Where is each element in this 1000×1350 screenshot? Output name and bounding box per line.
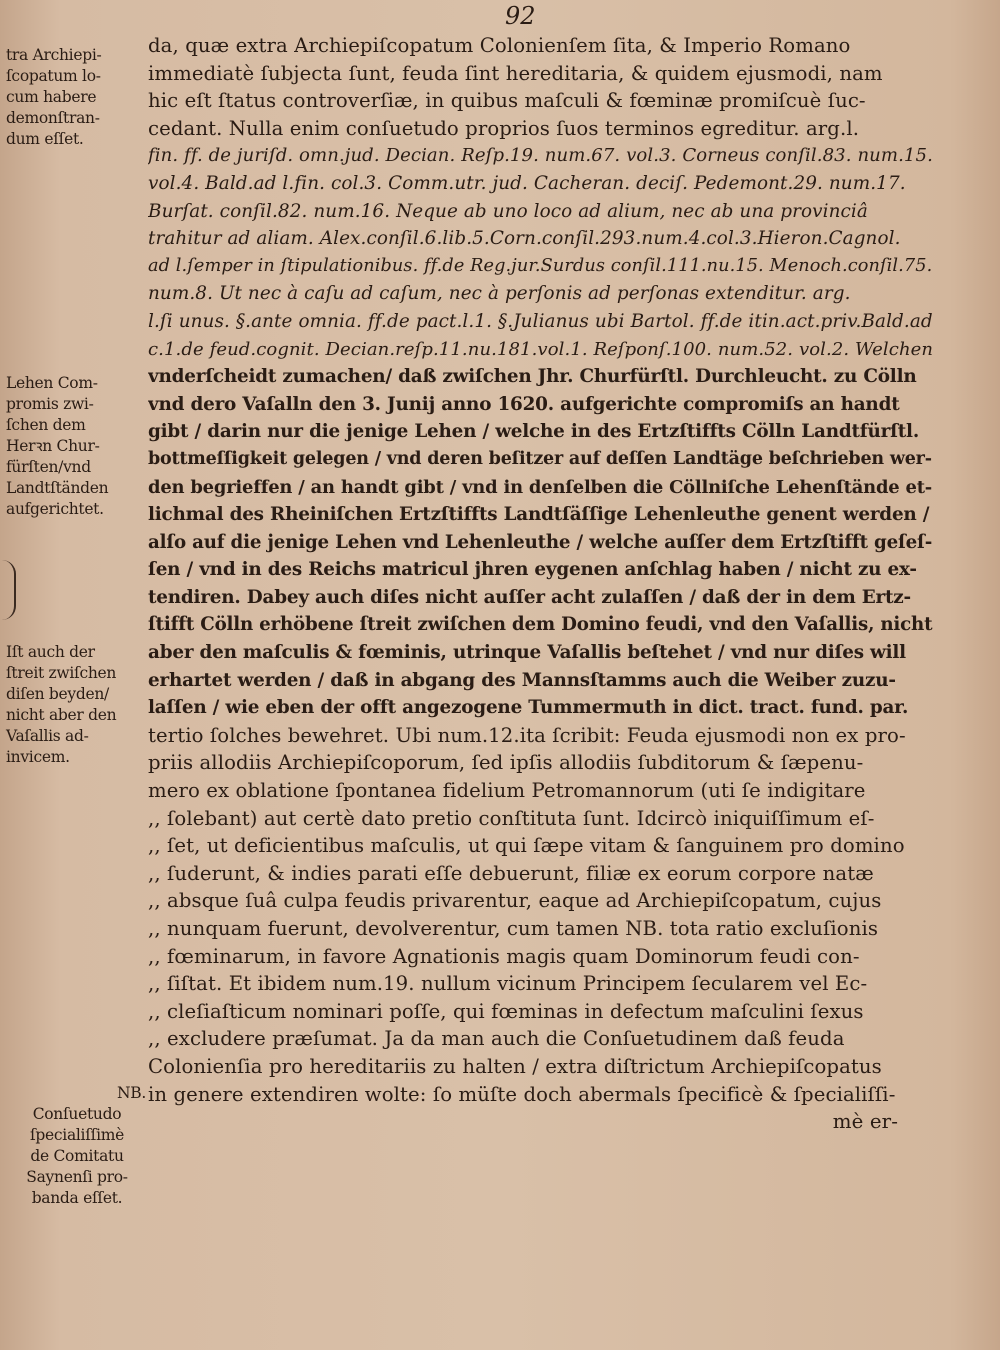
text-line: in genere extendiren wolte: ſo müſte doch abermals ſpecificè & ſpecialiſſi- bbox=[148, 1082, 896, 1106]
margin-note-line: NB. bbox=[117, 1084, 146, 1102]
text-line: vol.4. Bald.ad l.fin. col.3. Comm.utr. jud. Cacheran. deciſ. Pedemont.29. num.17. bbox=[148, 172, 906, 194]
text-line: c.1.de feud.cognit. Decian.reſp.11.nu.181.vol.1. Reſponſ.100. num.52. vol.2. Welchen bbox=[148, 338, 934, 360]
margin-note-line: diſen beyden/ bbox=[6, 685, 109, 703]
text-line: l.ſi unus. §.ante omnia. ff.de pact.l.1. §.Julianus ubi Bartol. ff.de itin.act.priv.Bald.ad bbox=[148, 310, 933, 332]
margin-note-line: ſchen dem bbox=[6, 416, 86, 434]
margin-note-line: ſcopatum lo- bbox=[6, 67, 101, 85]
text-line: bottmeſſigkeit gelegen / vnd deren beſitzer auf deſſen Landtäge beſchrieben wer- bbox=[148, 448, 932, 469]
text-line: ad l.ſemper in ſtipulationibus. ff.de Reg.jur.Surdus conſil.111.nu.15. Menoch.conſil.75. bbox=[148, 255, 933, 276]
text-line: mero ex oblatione ſpontanea fidelium Petromannorum (uti ſe indigitare bbox=[148, 779, 866, 803]
text-line: vnderſcheidt zumachen/ daß zwiſchen Jhr. Churfürſtl. Durchleucht. zu Cölln bbox=[148, 366, 917, 388]
margin-note-3 bbox=[6, 642, 154, 768]
margin-note-line: Conſuetudo bbox=[32, 1105, 122, 1123]
margin-note-line: demonſtran- bbox=[6, 109, 100, 127]
margin-note-line: tra Archiepi- bbox=[6, 46, 102, 64]
text-line: gibt / darin nur die jenige Lehen / welche in des Ertzſtiffts Cölln Landtfürſtl. bbox=[148, 421, 920, 443]
margin-note-line: ſpecialiſſimè bbox=[29, 1126, 125, 1144]
margin-note-line: banda eſſet. bbox=[31, 1189, 123, 1207]
margin-note-line: promis zwi- bbox=[6, 395, 94, 413]
text-line: ,, ſuderunt, & indies parati eſſe debuerunt, filiæ ex eorum corpore natæ bbox=[148, 861, 874, 885]
main-text-block bbox=[148, 32, 938, 1136]
text-line: Burſat. conſil.82. num.16. Neque ab uno loco ad alium, nec ab una provinciâ bbox=[148, 200, 868, 222]
text-line: mè er- bbox=[832, 1110, 898, 1134]
text-line: ,, ſolebant) aut certè dato pretio conſtituta ſunt. Idcircò iniquiſſimum eſ- bbox=[148, 806, 875, 830]
margin-note-2 bbox=[6, 373, 154, 520]
margin-note-line: cum habere bbox=[6, 88, 97, 106]
margin-bracket bbox=[2, 560, 16, 620]
margin-note-line: invicem. bbox=[6, 748, 70, 766]
text-line: tendiren. Dabey auch diſes nicht auſſer acht zulaſſen / daß der in dem Ertz- bbox=[148, 586, 911, 608]
text-line: laſſen / wie eben der offt angezogene Tummermuth in dict. tract. fund. par. bbox=[148, 697, 909, 719]
text-line: ,, nunquam fuerunt, devolverentur, cum tamen NB. tota ratio excluſionis bbox=[148, 917, 879, 940]
margin-note-line: de Comitatu bbox=[30, 1147, 124, 1165]
text-line: ſen / vnd in des Reichs matricul jhren eygenen anſchlag haben / nicht zu ex- bbox=[148, 559, 917, 581]
text-line: trahitur ad aliam. Alex.conſil.6.lib.5.Corn.conſil.293.num.4.col.3.Hieron.Cagnol. bbox=[148, 228, 901, 250]
text-line: ,, absque ſuâ culpa feudis privarentur, eaque ad Archiepiſcopatum, cujus bbox=[148, 889, 882, 913]
margin-note-1 bbox=[6, 45, 154, 150]
text-line: erhartet werden / daß in abgang des Mannsſtamms auch die Weiber zuzu- bbox=[148, 669, 896, 691]
margin-note-line: Herꝛn Chur- bbox=[6, 437, 100, 455]
margin-note-4 bbox=[8, 1083, 146, 1209]
text-line: ,, fœminarum, in favore Agnationis magis quam Dominorum feudi con- bbox=[148, 944, 860, 968]
margin-note-line: aufgerichtet. bbox=[6, 500, 104, 518]
text-line: ,, ſiſtat. Et ibidem num.19. nullum vicinum Principem ſecularem vel Ec- bbox=[148, 972, 868, 996]
text-line: fin. ff. de juriſd. omn.jud. Decian. Reſp.19. num.67. vol.3. Corneus conſil.83. num.15. bbox=[148, 145, 933, 167]
margin-note-line: Iſt auch der bbox=[6, 643, 95, 661]
margin-note-line: ſtreit zwiſchen bbox=[6, 664, 117, 682]
text-line: num.8. Ut nec à caſu ad caſum, nec à perſonis ad perſonas extenditur. arg. bbox=[148, 283, 851, 305]
page-number: 92 bbox=[505, 2, 536, 30]
text-line: lichmal des Rheiniſchen Ertzſtiffts Landtſäſſige Lehenleuthe genent werden / bbox=[148, 504, 930, 526]
margin-note-line: fürſten/vnd bbox=[6, 458, 91, 476]
text-line: cedant. Nulla enim conſuetudo proprios ſuos terminos egreditur. arg.l. bbox=[148, 116, 860, 140]
text-line: immediatè ſubjecta ſunt, feuda ſint hereditaria, & quidem ejusmodi, nam bbox=[148, 61, 883, 85]
margin-note-line: dum eſſet. bbox=[6, 130, 84, 148]
text-line: ſtifft Cölln erhöbene ſtreit zwiſchen dem Domino feudi, vnd den Vaſallis, nicht bbox=[148, 614, 933, 636]
text-line: Colonienſia pro hereditariis zu halten / extra diſtrictum Archiepiſcopatus bbox=[148, 1054, 882, 1078]
text-line: den begrieffen / an handt gibt / vnd in denſelben die Cöllniſche Lehenſtände et- bbox=[148, 476, 932, 498]
text-line: hic eſt ſtatus controverſiæ, in quibus maſculi & fœminæ promiſcuè ſuc- bbox=[148, 89, 866, 113]
text-line: ,, excludere præſumat. Ja da man auch die Conſuetudinem daß feuda bbox=[148, 1027, 845, 1051]
text-line: ,, cleſiaſticum nominari poſſe, qui fœminas in defectum maſculini ſexus bbox=[148, 999, 864, 1023]
text-line: priis allodiis Archiepiſcoporum, ſed ipſis allodiis ſubditorum & ſæpenu- bbox=[148, 751, 864, 775]
text-line: vnd dero Vaſalln den 3. Junij anno 1620. aufgerichte compromiſs an handt bbox=[148, 393, 900, 415]
text-line: ,, ſet, ut deficientibus maſculis, ut qui ſæpe vitam & ſanguinem pro domino bbox=[148, 834, 905, 858]
margin-note-line: nicht aber den bbox=[6, 706, 117, 724]
margin-note-line: Lehen Com- bbox=[6, 374, 98, 392]
text-line: tertio ſolches bewehret. Ubi num.12.ita ſcribit: Feuda ejusmodi non ex pro- bbox=[148, 723, 906, 747]
margin-note-line: Vaſallis ad- bbox=[6, 727, 89, 745]
text-line: aber den maſculis & fœminis, utrinque Vaſallis beſtehet / vnd nur diſes will bbox=[148, 642, 906, 664]
margin-note-line: Landtſtänden bbox=[6, 479, 109, 497]
margin-note-line: Saynenſi pro- bbox=[26, 1168, 128, 1186]
text-line: da, quæ extra Archiepiſcopatum Colonienſem ſita, & Imperio Romano bbox=[148, 34, 851, 57]
text-line: alſo auf die jenige Lehen vnd Lehenleuthe / welche auſſer dem Ertzſtifft geſeſ- bbox=[148, 531, 933, 553]
